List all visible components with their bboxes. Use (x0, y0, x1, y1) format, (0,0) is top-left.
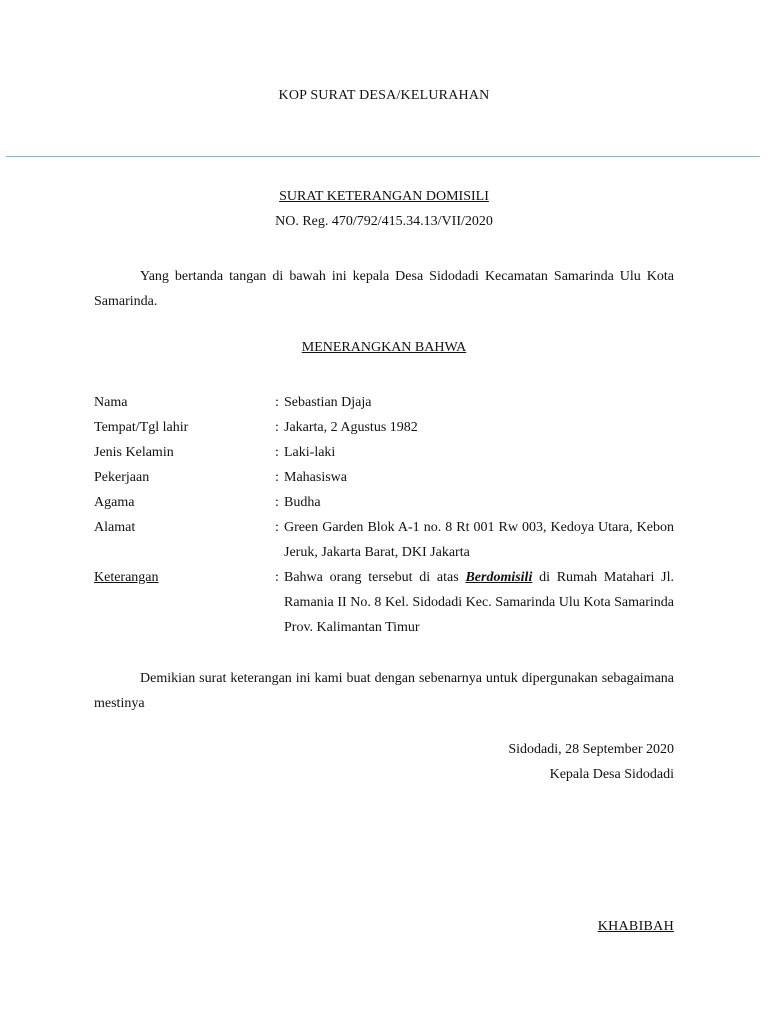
field-label: Nama (94, 395, 128, 410)
field-label: Agama (94, 495, 135, 510)
section-heading-text: MENERANGKAN BAHWA (301, 340, 467, 355)
intro-paragraph: Yang bertanda tangan di bawah ini kepala Desa Sidodadi Kecamatan Samarinda Ulu Kota Samarinda. (94, 269, 674, 309)
field-colon: : (275, 520, 279, 535)
field-label: Keterangan (94, 570, 159, 585)
document-title (0, 189, 768, 205)
field-row-alamat (94, 515, 674, 565)
field-colon: : (275, 420, 279, 435)
closing-paragraph: Demikian surat keterangan ini kami buat dengan sebenarnya untuk dipergunakan sebagaimana mestinya (94, 671, 674, 711)
field-row-pekerjaan (94, 465, 674, 490)
keterangan-text-pre: Bahwa orang tersebut di atas (284, 570, 466, 585)
letterhead: KOP SURAT DESA/KELURAHAN (278, 88, 490, 103)
signature-position: Kepala Desa Sidodadi (549, 767, 674, 782)
keterangan-text-post: di Rumah Matahari Jl. Ramania II No. 8 Kel. Sidodadi Kec. Samarinda Ulu Kota Samarinda Prov. Kalimantan Timur (284, 570, 675, 635)
field-colon: : (275, 495, 279, 510)
field-value: Budha (284, 495, 321, 510)
section-heading (0, 340, 768, 356)
field-value (284, 565, 674, 640)
field-colon: : (275, 570, 279, 585)
signer-name: KHABIBAH (597, 919, 674, 934)
identity-fields (94, 390, 674, 640)
field-colon: : (275, 470, 279, 485)
field-label: Tempat/Tgl lahir (94, 420, 189, 435)
document-title-text: SURAT KETERANGAN DOMISILI (279, 189, 489, 204)
keterangan-emphasis: Berdomisili (465, 570, 533, 585)
field-value: Laki-laki (284, 445, 336, 460)
field-colon: : (275, 395, 279, 410)
field-row-ttl (94, 415, 674, 440)
field-value: Sebastian Djaja (284, 395, 372, 410)
field-row-agama (94, 490, 674, 515)
field-value: Mahasiswa (284, 470, 347, 485)
field-label: Alamat (94, 520, 136, 535)
registration-number: NO. Reg. 470/792/415.34.13/VII/2020 (275, 214, 493, 229)
field-label: Jenis Kelamin (94, 445, 174, 460)
letterhead-divider (6, 156, 760, 157)
field-colon: : (275, 445, 279, 460)
field-value: Jakarta, 2 Agustus 1982 (284, 420, 418, 435)
field-row-nama (94, 390, 674, 415)
field-row-jenis-kelamin (94, 440, 674, 465)
signature-place-date: Sidodadi, 28 September 2020 (508, 742, 674, 757)
field-label: Pekerjaan (94, 470, 150, 485)
field-row-keterangan (94, 565, 674, 640)
field-value: Green Garden Blok A-1 no. 8 Rt 001 Rw 003, Kedoya Utara, Kebon Jeruk, Jakarta Barat, DKI Jakarta (284, 520, 674, 560)
